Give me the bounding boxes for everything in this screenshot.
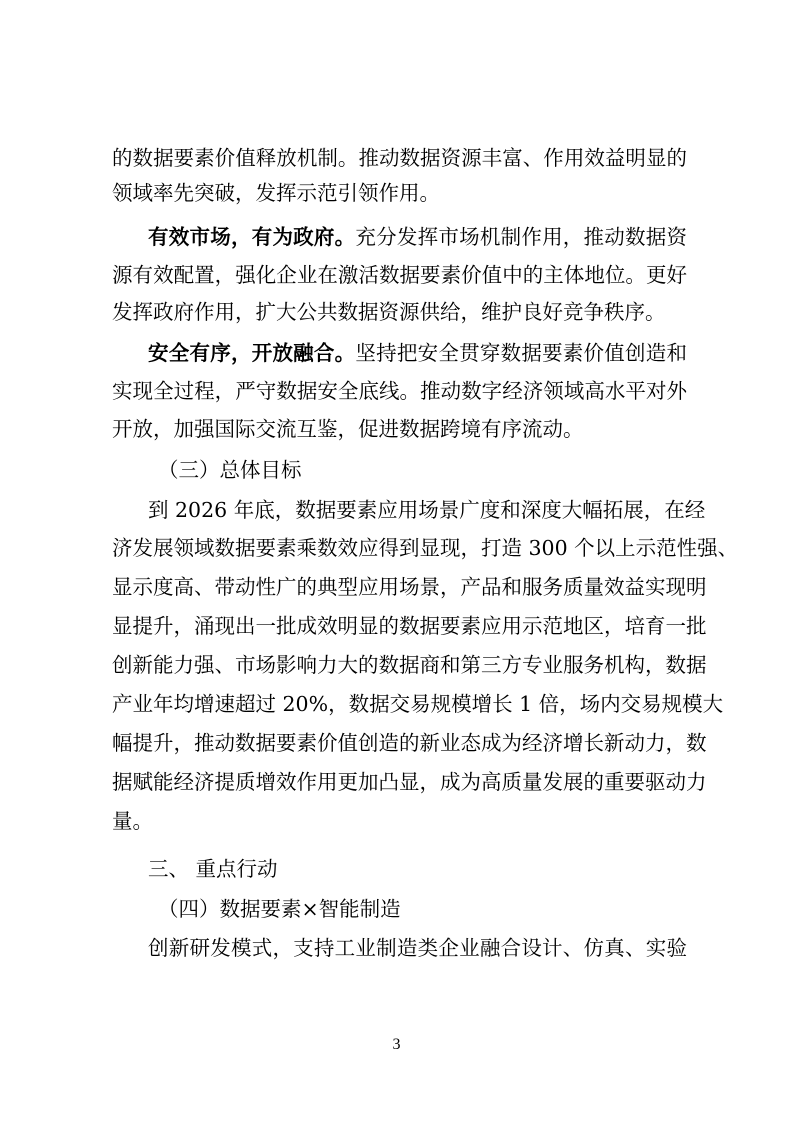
paragraph-first-line: [148, 341, 687, 365]
paragraph-line: 实现全过程，严守数据安全底线。推动数字经济领域高水平对外: [112, 379, 687, 403]
page-number: 3: [392, 1036, 401, 1053]
paragraph-line: 源有效配置，强化企业在激活数据要素价值中的主体地位。更好: [112, 263, 687, 287]
paragraph-first-line: 到 2026 年底，数据要素应用场景广度和深度大幅拓展，在经: [148, 498, 706, 522]
paragraph-line: 开放，加强国际交流互鉴，促进数据跨境有序流动。: [112, 417, 584, 441]
paragraph-lead-phrase: 有效市场，有为政府。: [148, 225, 356, 249]
chapter-heading: 三、 重点行动: [148, 857, 278, 881]
paragraph-line: 创新能力强、市场影响力大的数据商和第三方专业服务机构，数据: [112, 653, 707, 677]
paragraph-line: 济发展领域数据要素乘数效应得到显现，打造 300 个以上示范性强、: [112, 536, 739, 560]
paragraph-lead-phrase: 安全有序，开放融合。: [148, 341, 356, 365]
paragraph-line: 领域率先突破，发挥示范引领作用。: [112, 181, 440, 205]
paragraph-line: 量。: [112, 809, 153, 833]
paragraph-line: 的数据要素价值释放机制。推动数据资源丰富、作用效益明显的: [112, 146, 687, 170]
paragraph-line: 发挥政府作用，扩大公共数据资源供给，维护良好竞争秩序。: [112, 300, 666, 324]
paragraph-line-rest: 充分发挥市场机制作用，推动数据资: [355, 225, 688, 249]
paragraph-first-line: [148, 225, 687, 249]
paragraph-line-rest: 坚持把安全贯穿数据要素价值创造和: [355, 341, 688, 365]
paragraph-line: 显示度高、带动性广的典型应用场景，产品和服务质量效益实现明: [112, 575, 707, 599]
section-heading: （四）数据要素×智能制造: [158, 897, 401, 921]
paragraph-first-line: 创新研发模式，支持工业制造类企业融合设计、仿真、实验: [148, 936, 687, 960]
paragraph-line: 据赋能经济提质增效作用更加凸显，成为高质量发展的重要驱动力: [112, 770, 707, 794]
paragraph-line: 显提升，涌现出一批成效明显的数据要素应用示范地区，培育一批: [112, 614, 707, 638]
paragraph-line: 产业年均增速超过 20%，数据交易规模增长 1 倍，场内交易规模大: [112, 692, 724, 716]
paragraph-line: 幅提升，推动数据要素价值创造的新业态成为经济增长新动力，数: [112, 731, 707, 755]
section-heading: （三）总体目标: [158, 458, 302, 482]
